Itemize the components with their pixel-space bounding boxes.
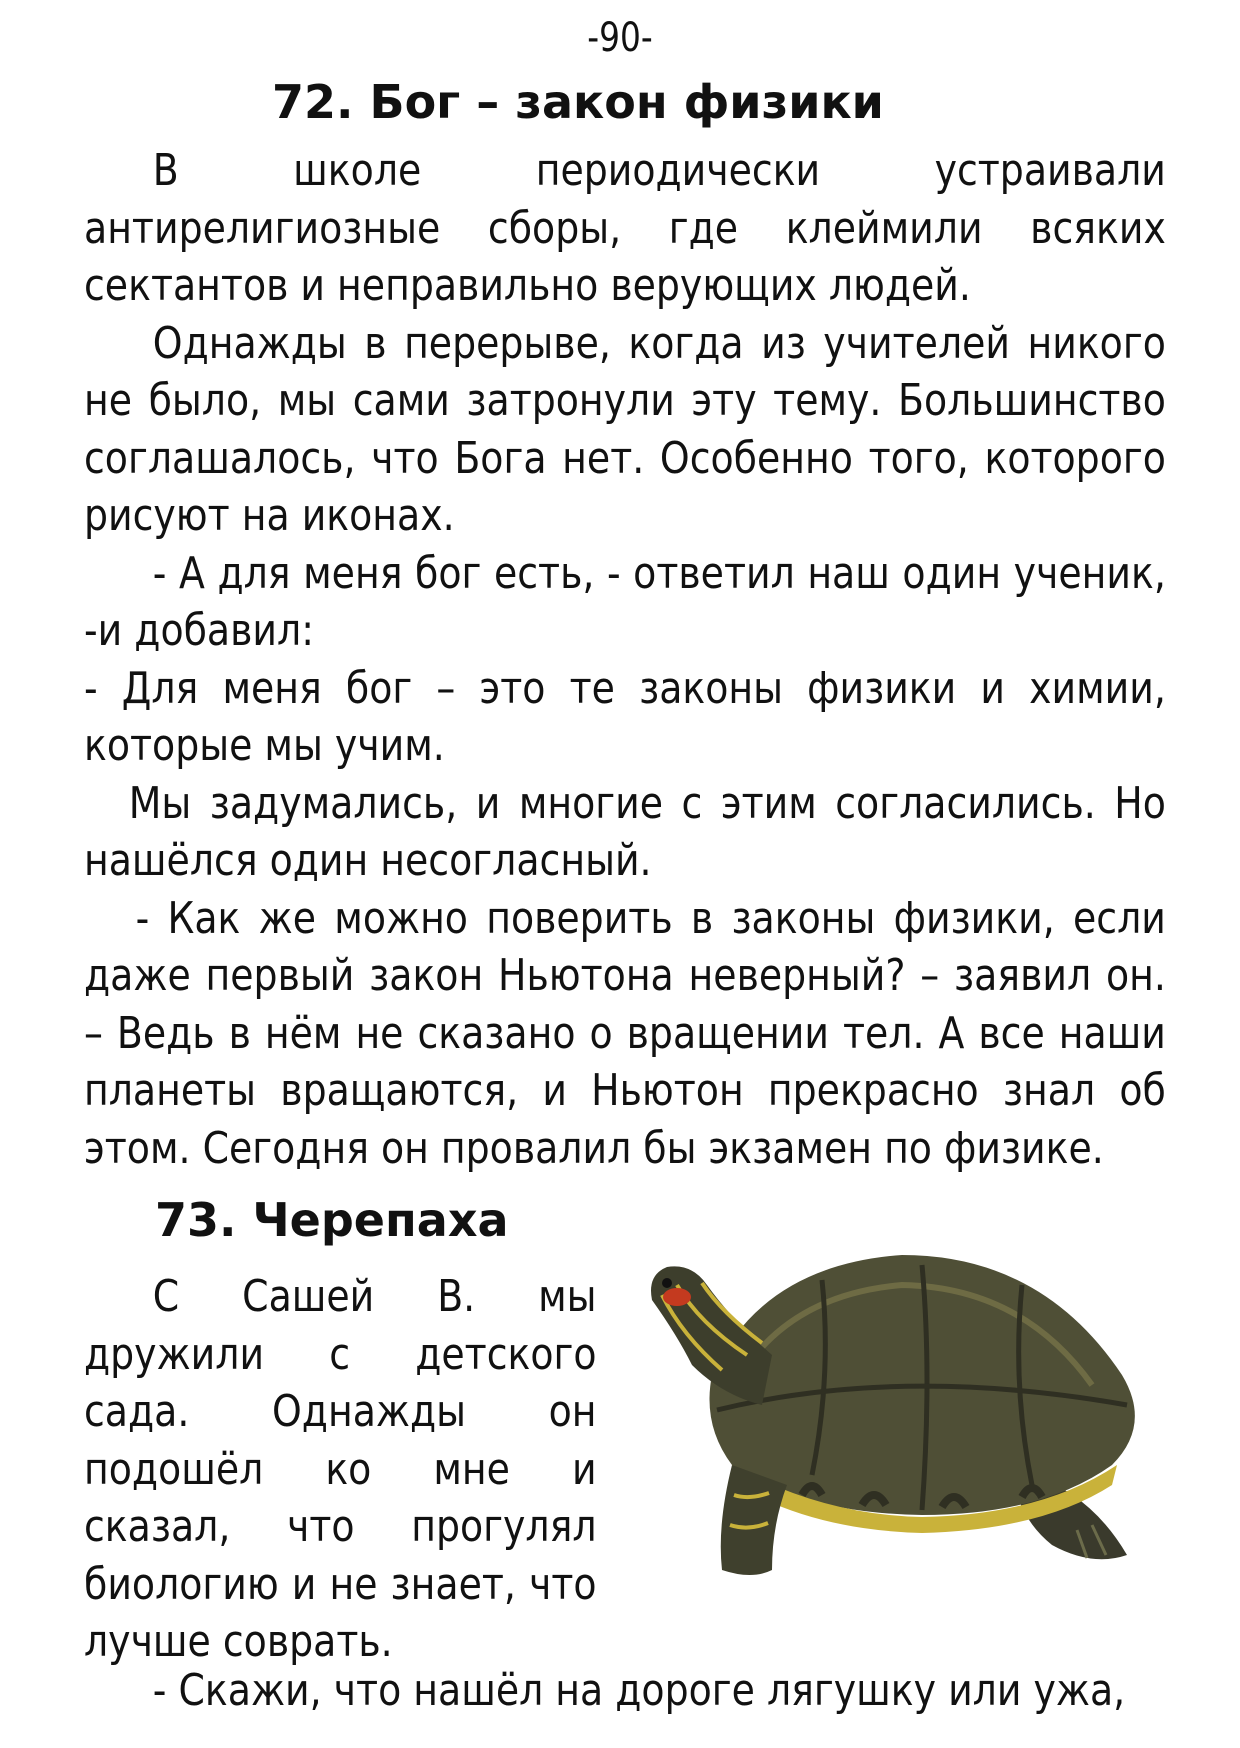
paragraph: - Скажи, что нашёл на дороге лягушку или ужа, [152, 1665, 1126, 1716]
page-number: -90- [587, 15, 653, 61]
paragraph: - Для меня бог – это те законы физики и химии, которые мы учим. [84, 662, 1166, 771]
paragraph: - Как же можно поверить в законы физики, если даже первый закон Ньютона неверный? – заявил он. – Ведь в нём не сказано о вращении тел. А все наши планеты вращаются, и Ньютон прекрасно знал об этом. Сегодня он провалил бы экзамен по физике. [84, 892, 1166, 1174]
section-73-continuation [84, 1662, 1166, 1720]
section-73-title: 73. Черепаха [155, 1193, 509, 1247]
section-72-title: 72. Бог – закон физики [272, 75, 884, 129]
paragraph: Однажды в перерыве, когда из учителей никого не было, мы сами затронули эту тему. Большинство соглашалось, что Бога нет. Особенно того, которого рисуют на иконах. [84, 317, 1166, 541]
paragraph: Мы задумались, и многие с этим согласились. Но нашёлся один несогласный. [84, 777, 1166, 886]
section-72-body [84, 142, 1166, 1177]
paragraph: С Сашей В. мы дружили с детского сада. Однажды он подошёл ко мне и сказал, что прогулял биологию и не знает, что лучше соврать. [84, 1271, 597, 1667]
paragraph: - А для меня бог есть, - ответил наш один ученик, -и добавил: [84, 547, 1166, 656]
section-73-body [84, 1268, 597, 1671]
paragraph: В школе периодически устраивали антирелигиозные сборы, где клеймили всяких сектантов и неправильно верующих людей. [84, 145, 1166, 311]
turtle-illustration-icon [622, 1225, 1162, 1595]
